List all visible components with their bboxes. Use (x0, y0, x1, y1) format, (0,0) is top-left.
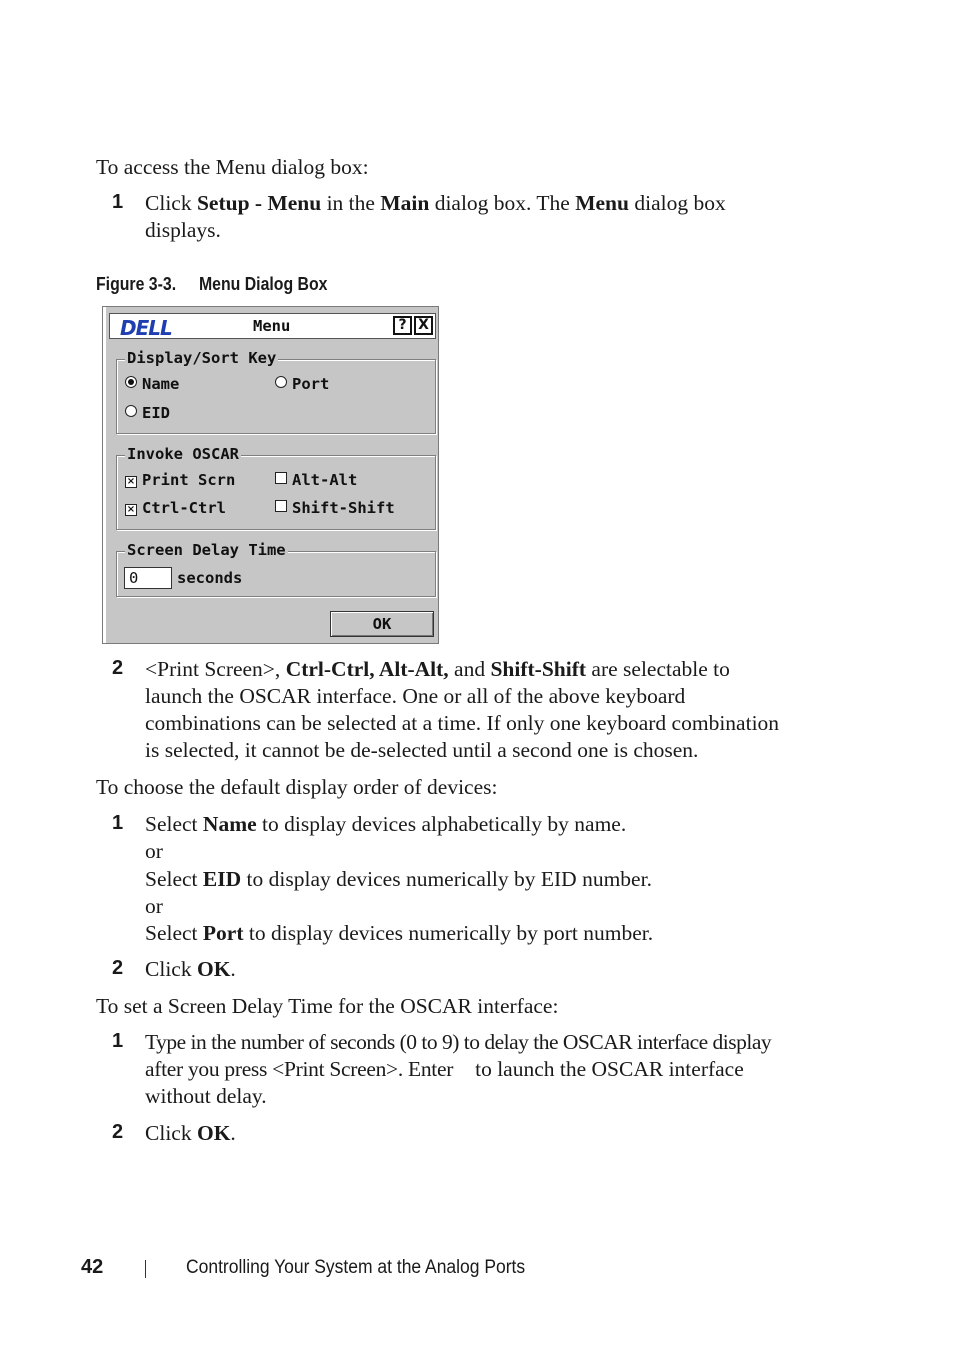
intro-access-menu: To access the Menu dialog box: (96, 155, 369, 179)
menu-dialog (102, 306, 439, 644)
group-label: Invoke OSCAR (127, 445, 239, 463)
seconds-label: seconds (177, 569, 243, 587)
step-hotkeys: <Print Screen>, Ctrl-Ctrl, Alt-Alt, and Shift-Shift are selectable to launch the OSCAR interface. One or all of the above keyboard combinations can be selected at a time. If only one keyboard combination is selected, it cannot be de-selected until a second one is chosen. (145, 657, 780, 762)
group-label: Display/Sort Key (127, 349, 277, 367)
delay-seconds-input[interactable]: 0 (124, 567, 172, 589)
radio-port[interactable]: Port (275, 375, 329, 393)
group-label: Screen Delay Time (127, 541, 286, 559)
figure-caption: Figure 3-3. Menu Dialog Box (96, 274, 328, 294)
checkbox-shift-shift[interactable]: Shift-Shift (275, 499, 395, 517)
radio-name[interactable]: Name (125, 375, 179, 393)
step-open-menu: Click Setup - Menu in the Main dialog box. The Menu dialog box displays. (145, 191, 726, 242)
footer-divider (145, 1260, 146, 1278)
step-number: 2 (112, 957, 124, 979)
dell-logo: DELL (120, 316, 172, 340)
step-number: 1 (112, 1030, 124, 1052)
step-click-ok: Click OK. (145, 1121, 236, 1145)
step-number: 2 (112, 657, 124, 679)
help-icon[interactable]: ? (393, 316, 412, 335)
ok-button[interactable]: OK (330, 611, 434, 637)
screen-delay-group (116, 541, 436, 597)
step-number: 2 (112, 1121, 124, 1143)
step-click-ok: Click OK. (145, 957, 236, 981)
display-sort-key-group (116, 349, 436, 434)
checkbox-print-scrn[interactable]: × Print Scrn (126, 471, 236, 489)
step-number: 1 (112, 812, 124, 834)
page-number: 42 (81, 1256, 104, 1278)
checkbox-ctrl-ctrl[interactable]: × Ctrl-Ctrl (126, 499, 226, 517)
radio-eid[interactable]: EID (125, 404, 170, 422)
intro-screen-delay: To set a Screen Delay Time for the OSCAR interface: (96, 994, 559, 1018)
step-select-order: Select Name to display devices alphabetically by name. or Select EID to display devices numerically by EID number. or Select Port to display devices numerically by port number. (145, 812, 654, 946)
dialog-titlebar (109, 313, 436, 339)
checkbox-alt-alt[interactable]: Alt-Alt (275, 471, 357, 489)
step-type-seconds: Type in the number of seconds (0 to 9) to delay the OSCAR interface display after you press <Print Screen>. Enter to launch the OSCAR interface without delay. (145, 1030, 772, 1108)
close-icon[interactable]: X (414, 316, 433, 335)
invoke-oscar-group (116, 445, 436, 530)
step-number: 1 (112, 191, 124, 213)
footer-section-title: Controlling Your System at the Analog Ports (186, 1257, 526, 1278)
dialog-title: Menu (253, 317, 291, 335)
intro-display-order: To choose the default display order of devices: (96, 775, 498, 799)
